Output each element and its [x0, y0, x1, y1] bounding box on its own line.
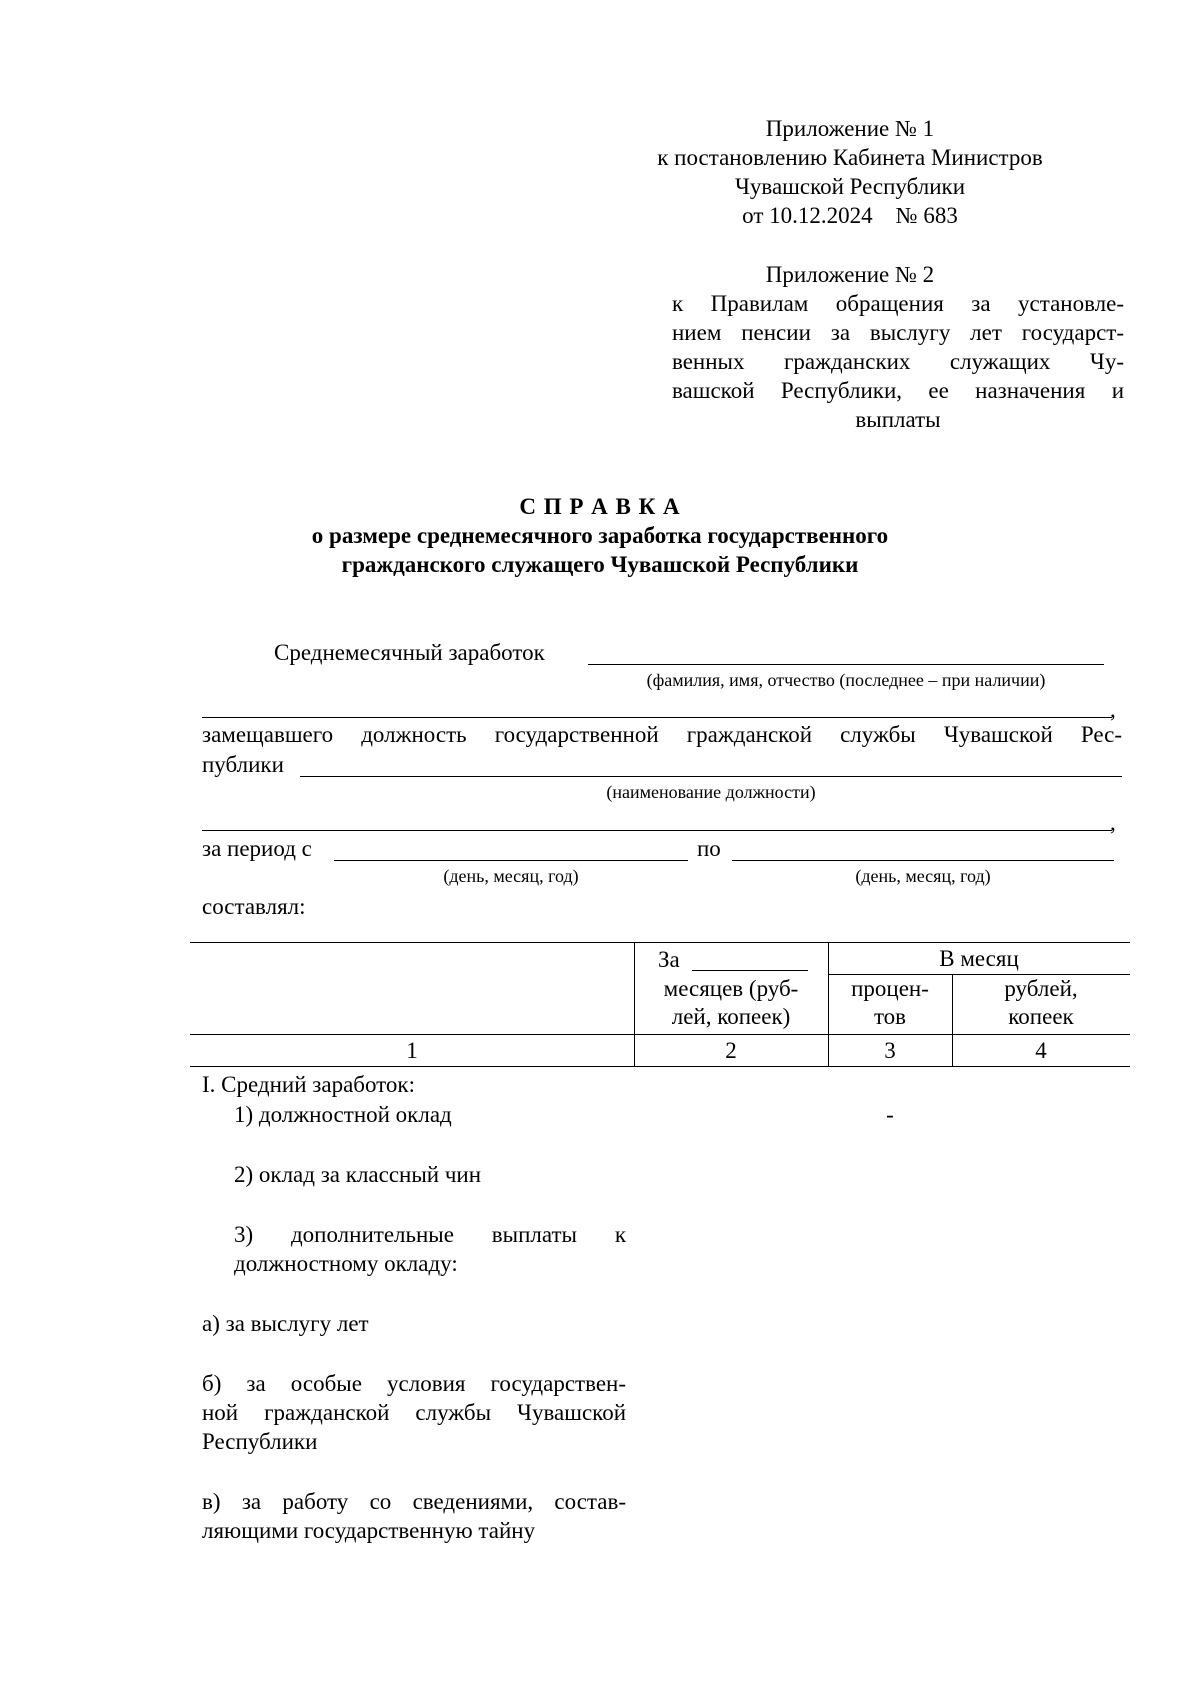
heading-subtitle: о размере среднемесячного заработка государственного: [311, 523, 889, 548]
row-state-secret: ляющими государственную тайну: [202, 1518, 536, 1543]
column-number: 3: [884, 1038, 896, 1063]
appendix-1-date: от 10.12.2024 № 683: [742, 203, 958, 228]
percent-header: тов: [873, 1004, 907, 1029]
col2-header: месяцев (руб-: [663, 976, 799, 1001]
heading-title: С П Р А В К А: [519, 494, 681, 519]
col2-header-za: За: [658, 947, 680, 972]
percent-header: процен-: [851, 976, 929, 1001]
appendix-1-line: к постановлению Кабинета Министров: [657, 145, 1043, 170]
appendix-1-title: Приложение № 1: [765, 116, 935, 141]
appendix-2-line: вашской Республики, ее назначения и: [672, 378, 1124, 403]
row-special-conditions: б) за особые условия государствен-: [202, 1371, 626, 1396]
appendix-1-line: Чувашской Республики: [734, 174, 966, 199]
row-average-earnings: I. Средний заработок:: [202, 1072, 415, 1097]
comma: ,: [1110, 697, 1116, 722]
row-special-conditions: Республики: [202, 1429, 318, 1454]
row-salary: 1) должностной оклад: [234, 1102, 452, 1127]
total-label: составлял:: [202, 894, 306, 919]
period-from-label: за период с: [202, 836, 312, 861]
row-additional: 3) дополнительные выплаты к: [234, 1222, 626, 1247]
appendix-2-line: нием пенсии за выслугу лет государст-: [672, 320, 1124, 345]
position-field-continuation[interactable]: [202, 830, 1112, 831]
avg-earnings-label: Среднемесячный заработок: [274, 640, 545, 665]
table-border-top: [190, 942, 1130, 943]
fio-hint: (фамилия, имя, отчество (последнее – при наличии): [646, 670, 1046, 690]
per-month-header: В месяц: [939, 946, 1019, 971]
row-class-rank: 2) оклад за классный чин: [234, 1162, 482, 1187]
row-special-conditions: ной гражданской службы Чувашской: [202, 1400, 626, 1425]
appendix-2-title: Приложение № 2: [765, 262, 935, 287]
column-number: 1: [406, 1038, 418, 1063]
table-number-border: [190, 1066, 1130, 1067]
appendix-2-line: выплаты: [855, 407, 941, 432]
table-header-border: [190, 1034, 1130, 1035]
row-additional: должностному окладу:: [234, 1251, 458, 1276]
date-hint: (день, месяц, год): [443, 866, 579, 886]
period-to-field[interactable]: [732, 860, 1114, 861]
row-state-secret: в) за работу со сведениями, состав-: [202, 1489, 626, 1514]
fio-field[interactable]: [588, 664, 1104, 665]
rubles-header: рублей,: [1004, 976, 1078, 1001]
position-hint: (наименование должности): [606, 782, 816, 802]
row-seniority: а) за выслугу лет: [202, 1311, 369, 1336]
heading-subtitle: гражданского служащего Чувашской Республики: [341, 552, 859, 577]
col2-header: лей, копеек): [671, 1004, 791, 1029]
appendix-2-line: венных гражданских служащих Чу-: [672, 349, 1124, 374]
period-to-label: по: [697, 836, 721, 861]
rubles-header: копеек: [1008, 1004, 1074, 1029]
position-text: замещавшего должность государственной гражданской службы Чувашской Рес-: [202, 722, 1122, 747]
fio-field-continuation[interactable]: [202, 717, 1112, 718]
date-hint: (день, месяц, год): [855, 866, 991, 886]
comma: ,: [1110, 810, 1116, 835]
position-text: публики: [202, 752, 284, 777]
months-count-field[interactable]: [692, 970, 808, 971]
position-field[interactable]: [300, 776, 1122, 777]
row-salary-percent: -: [886, 1102, 894, 1127]
appendix-2-line: к Правилам обращения за установле-: [672, 291, 1124, 316]
column-number: 2: [725, 1038, 737, 1063]
column-number: 4: [1035, 1038, 1047, 1063]
period-from-field[interactable]: [334, 860, 688, 861]
